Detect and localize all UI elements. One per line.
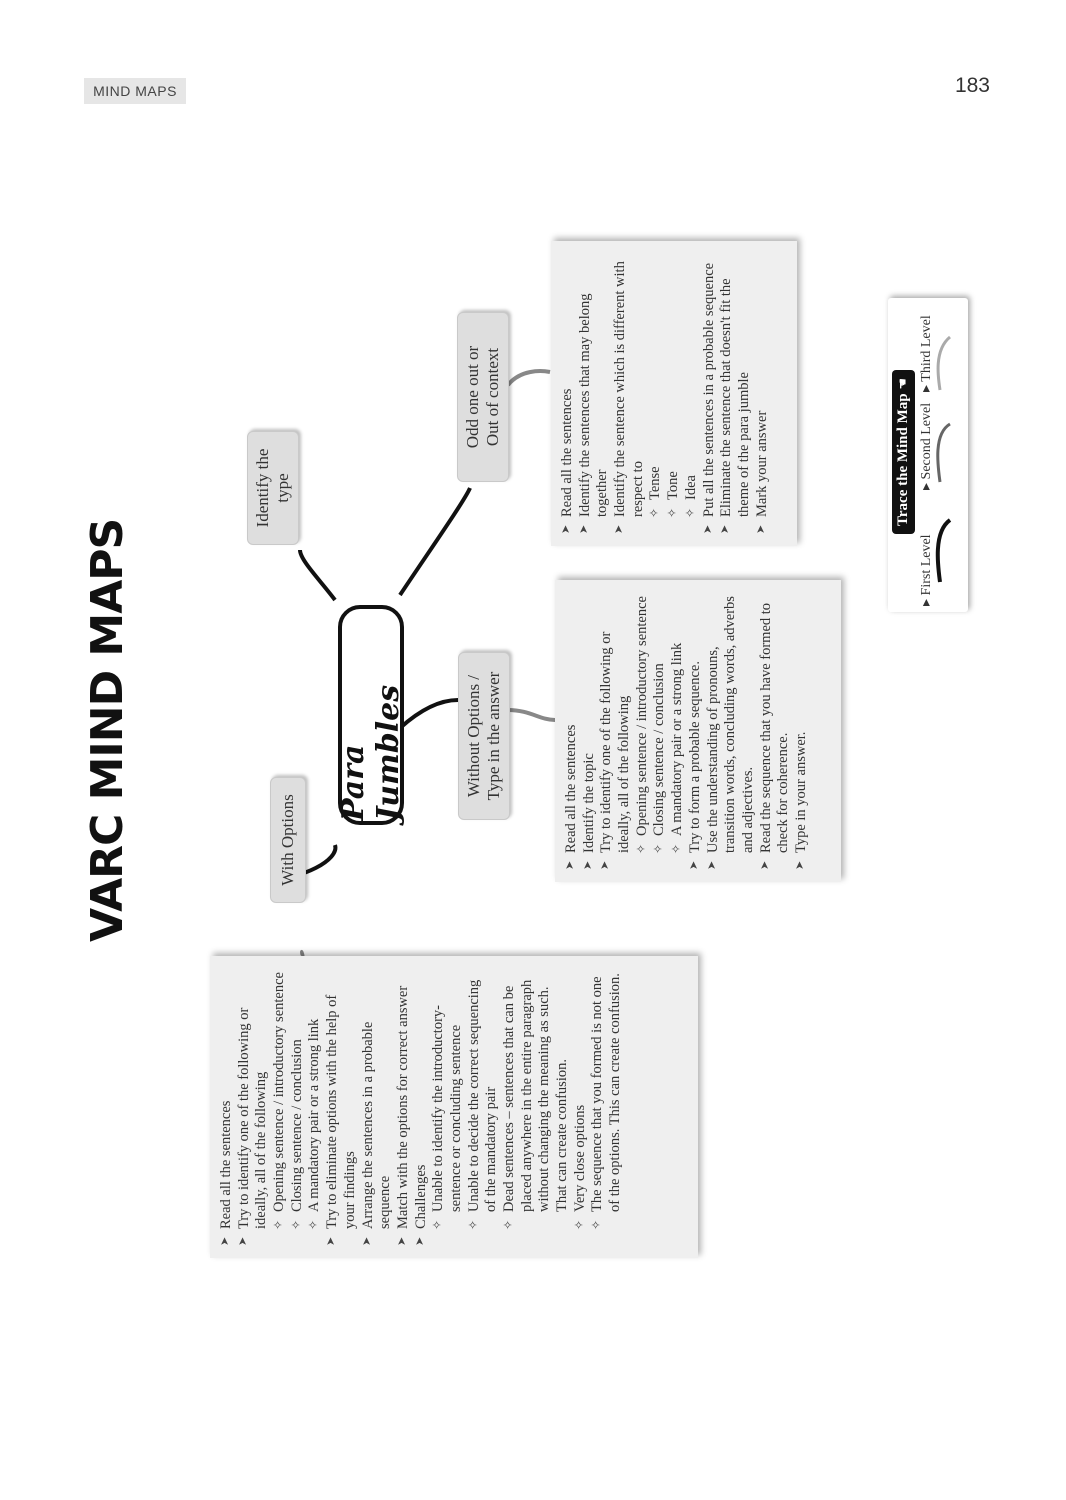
list-item: ➤ Put all the sentences in a probable sequence (701, 253, 719, 534)
list-item: ➤ Arrange the sentences in a probable sequence (360, 968, 395, 1246)
list-item: ➤ Try to identify one of the following or ideally, all of the following (598, 592, 633, 870)
list-item: ➤ Match with the options for correct answer (395, 968, 413, 1246)
list-item: ➤ Challenges (413, 968, 431, 1246)
list-item: ➤ Read all the sentences (559, 253, 577, 534)
sub-list-item: ✧ The sequence that you formed is not one of the options. This can create confusion. (589, 968, 624, 1246)
branch-odd-one-out (457, 312, 509, 482)
bullet-icon: ▸ (919, 482, 934, 490)
list-item: ➤ Identify the sentences that may belong together (577, 253, 612, 534)
page-title: VARC MIND MAPS (82, 518, 133, 942)
list-item: ➤ Try to form a probable sequence. (687, 592, 705, 870)
legend-item-second-level-label: Second Level (919, 402, 934, 480)
sub-list-item: ✧ Opening sentence / introductory sentence (634, 592, 652, 870)
connector-identify-type (300, 550, 335, 600)
odd-one-out-list (559, 253, 771, 534)
with-options-box (210, 956, 698, 1258)
odd-one-out-box (551, 241, 797, 546)
list-item: ➤ Use the understanding of pronouns, transition words, concluding words, adverbs and adjectives. (705, 592, 758, 870)
legend-item-first-level (918, 534, 935, 606)
list-item: ➤ Mark your answer (754, 253, 772, 534)
connector-odd-one-out-box (508, 371, 550, 385)
without-options-list (563, 592, 811, 870)
legend-item-third-level-label: Third Level (919, 315, 934, 382)
sub-list-item: ✧ Very close options (572, 968, 590, 1246)
branch-without-options (458, 652, 510, 820)
branch-identify-type-line2: type (273, 473, 292, 503)
list-item: ➤ Try to identify one of the following or ideally, all of the following (236, 968, 271, 1246)
sub-list-item: ✧ A mandatory pair or a strong link (306, 968, 324, 1246)
connector-without-options-box (508, 710, 555, 720)
legend-title-text: Trace the Mind Map (895, 393, 911, 526)
sub-list-item: ✧ Closing sentence / conclusion (289, 968, 307, 1246)
list-item: ➤ Eliminate the sentence that doesn't fit the theme of the para jumble (718, 253, 753, 534)
branch-odd-one-out-line2: Out of context (483, 347, 502, 447)
branch-without-options-line2: Type in the answer (484, 671, 503, 801)
legend-title (892, 370, 915, 534)
legend-swatch-second (938, 424, 950, 482)
list-item: ➤ Identify the sentence which is different with respect to (612, 253, 647, 534)
branch-with-options (270, 777, 306, 903)
sub-list-item: ✧ Unable to identify the introductory-sentence or concluding sentence (430, 968, 465, 1246)
sub-list-item: ✧ Opening sentence / introductory sentence (271, 968, 289, 1246)
sub-list-item: ✧ Unable to decide the correct sequencing of the mandatory pair (466, 968, 501, 1246)
connector-without-options (400, 700, 458, 728)
legend-item-second-level (918, 403, 935, 490)
bullet-icon: ▸ (919, 598, 934, 606)
branch-without-options-line1: Without Options / (464, 674, 484, 798)
branch-odd-one-out-line1: Odd one out or (463, 345, 483, 449)
page-number: 183 (954, 74, 990, 97)
without-options-box (555, 580, 841, 882)
sub-list-item: ✧ Closing sentence / conclusion (651, 592, 669, 870)
bullet-icon: ▸ (919, 384, 934, 392)
branch-identify-type-line1: Identify the (253, 448, 273, 528)
list-item: ➤ Read all the sentences (563, 592, 581, 870)
with-options-list (218, 968, 625, 1246)
sub-list-item: ✧ A mandatory pair or a strong link (669, 592, 687, 870)
sub-list-item: ✧ Idea (683, 253, 701, 534)
list-item: ➤ Identify the topic (581, 592, 599, 870)
hand-pointer-icon: ☚ (896, 377, 911, 390)
central-node: Para Jumbles (338, 605, 404, 825)
branch-with-options-label: With Options (278, 794, 298, 886)
list-item: ➤ Read all the sentences (218, 968, 236, 1246)
list-item: ➤ Try to eliminate options with the help of your findings (324, 968, 359, 1246)
legend-swatch-first (938, 520, 950, 582)
section-label: MIND MAPS (84, 78, 186, 104)
legend (888, 298, 968, 612)
legend-item-first-level-label: First Level (919, 534, 934, 596)
legend-swatch-third (938, 337, 950, 390)
sub-list-item: ✧ Tone (665, 253, 683, 534)
connector-odd-one-out (400, 488, 470, 595)
list-item: ➤ Read the sequence that you have formed to check for coherence. (758, 592, 793, 870)
list-item: ➤ Type in your answer. (793, 592, 811, 870)
sub-list-item: ✧ Dead sentences – sentences that can be placed anywhere in the entire paragraph without changing the meaning as such. That can create confusion. (501, 968, 572, 1246)
branch-identify-type (247, 431, 299, 545)
sub-list-item: ✧ Tense (647, 253, 665, 534)
legend-item-third-level (918, 315, 935, 392)
